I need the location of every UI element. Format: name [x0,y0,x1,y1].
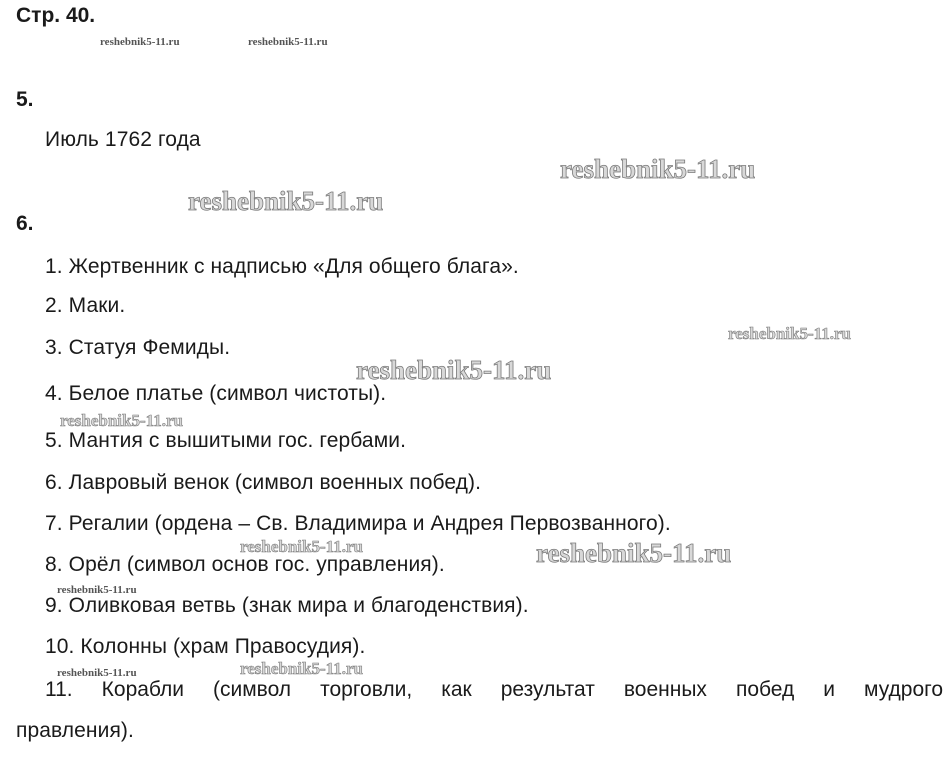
task-5-answer: Июль 1762 года [45,128,201,151]
task-6-item-3: 3. Статуя Фемиды. [45,336,231,359]
watermark: reshebnik5-11.ru [100,36,180,48]
page-number-heading: Стр. 40. [16,4,96,27]
watermark: reshebnik5-11.ru [248,36,328,48]
watermark: reshebnik5-11.ru [536,538,732,568]
watermark: reshebnik5-11.ru [60,411,183,430]
task-6-item-1: 1. Жертвенник с надписью «Для общего блага». [45,255,519,278]
task-5-number: 5. [16,88,34,111]
task-6-item-6: 6. Лавровый венок (символ военных побед). [45,471,482,494]
task-6-item-8: 8. Орёл (символ основ гос. управления). [45,553,445,576]
task-6-number: 6. [16,212,34,235]
task-6-item-11: 11. Корабли (символ торговли, как результат военных побед и мудрого [45,678,943,701]
watermark: reshebnik5-11.ru [240,659,363,678]
task-6-item-4: 4. Белое платье (символ чистоты). [45,382,387,405]
watermark: reshebnik5-11.ru [57,584,137,596]
watermark: reshebnik5-11.ru [188,186,384,216]
task-6-item-2: 2. Маки. [45,294,126,317]
watermark: reshebnik5-11.ru [560,154,756,184]
task-6-item-10: 10. Колонны (храм Правосудия). [45,635,366,658]
watermark: reshebnik5-11.ru [356,355,552,385]
watermark: reshebnik5-11.ru [728,324,851,343]
task-6-item-9: 9. Оливковая ветвь (знак мира и благоденствия). [45,594,529,617]
watermark: reshebnik5-11.ru [57,667,137,679]
task-6-item-11-continuation: правления). [16,719,134,742]
watermark: reshebnik5-11.ru [240,537,363,556]
task-6-item-7: 7. Регалии (ордена – Св. Владимира и Андрея Первозванного). [45,512,671,535]
task-6-item-5: 5. Мантия с вышитыми гос. гербами. [45,429,407,452]
